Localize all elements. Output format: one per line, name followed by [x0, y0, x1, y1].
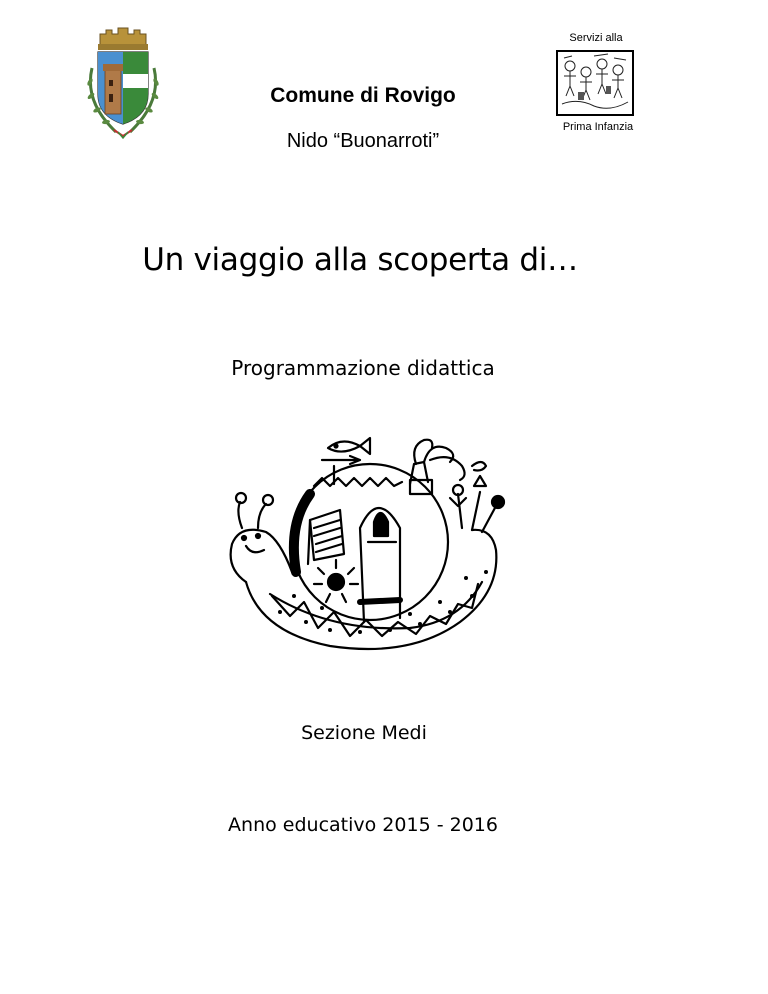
- snail-drawing-icon: [210, 432, 520, 672]
- header-title: Comune di Rovigo: [270, 84, 456, 107]
- coat-of-arms-icon: [78, 24, 168, 142]
- subtitle: Programmazione didattica: [231, 356, 495, 380]
- badge-top-text: Servizi alla: [569, 32, 623, 44]
- section-label: Sezione Medi: [301, 722, 427, 744]
- year-label: Anno educativo 2015 - 2016: [228, 814, 498, 836]
- header-subtitle: Nido “Buonarroti”: [286, 130, 440, 152]
- badge-bottom-text: Prima Infanzia: [562, 121, 634, 133]
- children-drawing-icon: [556, 50, 634, 116]
- main-title: Un viaggio alla scoperta di…: [142, 242, 578, 278]
